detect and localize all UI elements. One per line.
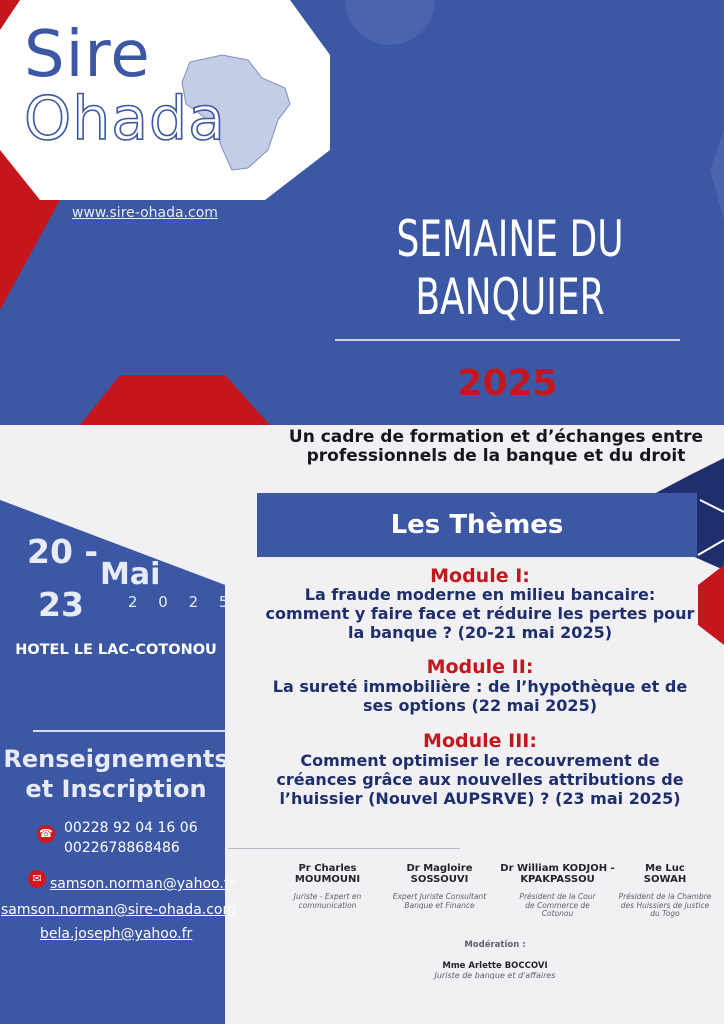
contact-heading-line1: Renseignements xyxy=(3,745,229,773)
title-divider xyxy=(335,339,680,341)
speaker-1-name: Pr Charles MOUMOUNI xyxy=(294,863,361,885)
event-subtitle: Un cadre de formation et d’échanges entre professionnels de la banque et du droit xyxy=(288,427,704,466)
event-title xyxy=(395,210,625,326)
themes-heading: Les Thèmes xyxy=(390,510,564,540)
email-1[interactable]: samson.norman@yahoo.fr xyxy=(50,876,235,892)
logo-ohada-text: Ohada xyxy=(24,84,226,154)
date-month: Mai xyxy=(100,557,161,592)
speaker-4-role: Président de la Chambre des Huissiers de Justice du Togo xyxy=(618,892,712,918)
website-link[interactable]: www.sire-ohada.com xyxy=(72,205,218,221)
end-day: 23 xyxy=(38,585,84,624)
phone-2[interactable]: 0022678868486 xyxy=(64,840,180,856)
speakers-divider xyxy=(228,848,460,849)
event-title-line2: BANQUIER xyxy=(415,268,605,326)
left-divider xyxy=(33,730,225,732)
speaker-1 xyxy=(280,863,375,910)
speaker-2-role: Expert Juriste Consultant Banque et Finance xyxy=(392,892,487,910)
red-trapezoid xyxy=(80,375,270,425)
event-title-line1: SEMAINE DU xyxy=(396,210,624,268)
venue: HOTEL LE LAC-COTONOU xyxy=(15,642,217,658)
dotted-circle-decor xyxy=(345,0,435,45)
speaker-4 xyxy=(615,863,715,919)
contact-heading xyxy=(0,744,232,804)
email-2[interactable]: samson.norman@sire-ohada.com xyxy=(1,902,237,918)
speaker-2 xyxy=(392,863,487,910)
phone-icon: ☎ xyxy=(37,825,55,843)
moderator-name: Mme Arlette BOCCOVI xyxy=(442,961,548,971)
module-3-text: Comment optimiser le recouvrement de créances grâce aux nouvelles attributions de l’huissier (Nouvel AUPSRVE) ? (23 mai 2025) xyxy=(276,751,684,808)
speaker-3 xyxy=(500,863,615,919)
logo-sire-text: Sire xyxy=(24,18,151,92)
speaker-4-name: Me Luc SOWAH xyxy=(643,863,687,885)
moderation-block xyxy=(380,940,610,981)
moderation-label: Modération : xyxy=(464,940,526,950)
module-1-text: La fraude moderne en milieu bancaire: comment y faire face et réduire les pertes pour la banque ? (20-21 mai 2025) xyxy=(265,585,695,642)
module-2-text: La sureté immobilière : de l’hypothèque et de ses options (22 mai 2025) xyxy=(272,677,688,715)
contact-heading-line2: et Inscription xyxy=(25,775,207,803)
module-1-title: Module I: xyxy=(430,565,530,587)
email-3[interactable]: bela.joseph@yahoo.fr xyxy=(40,926,193,942)
phone-1[interactable]: 00228 92 04 16 06 xyxy=(64,820,198,836)
event-year: 2025 xyxy=(457,363,558,404)
date-year: 2 0 2 5 xyxy=(128,593,237,611)
mail-icon: ✉ xyxy=(28,870,46,888)
speaker-1-role: Juriste - Expert en communication xyxy=(293,892,362,910)
speaker-2-name: Dr Magloire SOSSOUVI xyxy=(406,863,473,885)
start-day: 20 - xyxy=(27,532,99,571)
speaker-3-name: Dr William KODJOH - KPAKPASSOU xyxy=(500,863,615,885)
moderator-role: Juriste de banque et d'affaires xyxy=(434,971,556,980)
module-3-title: Module III: xyxy=(423,730,537,752)
right-edge-decor xyxy=(710,130,724,220)
module-2-title: Module II: xyxy=(426,656,534,678)
speaker-3-role: Président de la Cour de Commerce de Cotonou xyxy=(519,892,596,918)
